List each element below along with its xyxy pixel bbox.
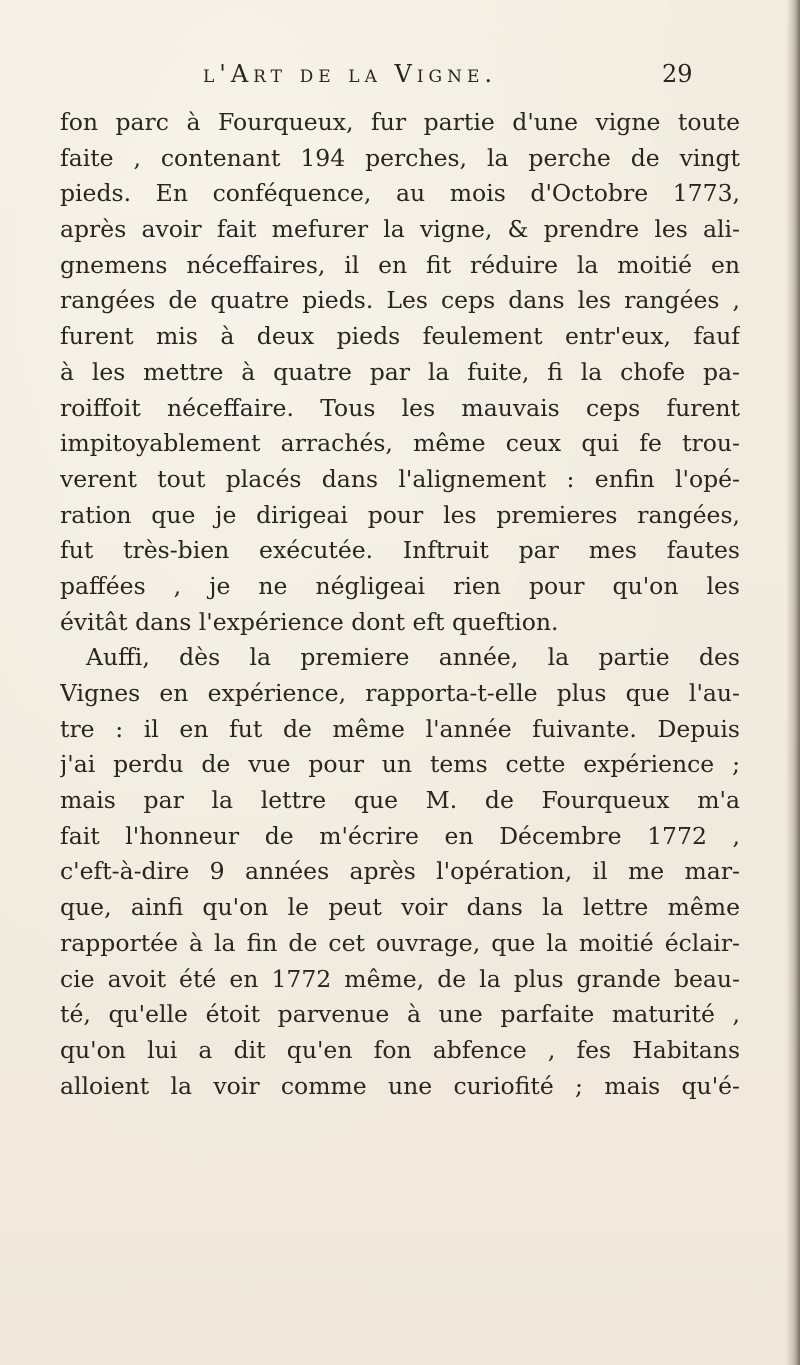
- text-line: Auffi, dès la premiere année, la partie des: [86, 643, 740, 672]
- text-line: paffées , je ne négligeai rien pour qu'on les: [60, 571, 740, 600]
- text-line: pieds. En conféquence, au mois d'Octobre 1773,: [60, 179, 740, 208]
- text-line: roiffoit néceffaire. Tous les mauvais ceps furent: [60, 393, 740, 422]
- page-number: 29: [662, 60, 693, 88]
- text-line: fut très-bien exécutée. Inftruit par mes fautes: [60, 536, 740, 565]
- text-line: alloient la voir comme une curiofité ; mais qu'é-: [60, 1071, 740, 1100]
- text-line: rapportée à la fin de cet ouvrage, que la moitié éclair-: [60, 928, 740, 957]
- text-line: fait l'honneur de m'écrire en Décembre 1772 ,: [60, 821, 740, 850]
- text-line: à les mettre à quatre par la fuite, fi la chofe pa-: [60, 357, 740, 386]
- text-line: évitât dans l'expérience dont eft queftion.: [60, 607, 559, 636]
- text-line: c'eft-à-dire 9 années après l'opération, il me mar-: [60, 857, 740, 886]
- text-line: qu'on lui a dit qu'en fon abfence , fes Habitans: [60, 1035, 740, 1064]
- text-line: ration que je dirigeai pour les premieres rangées,: [60, 500, 740, 529]
- text-line: que, ainfi qu'on le peut voir dans la lettre même: [60, 893, 740, 922]
- text-line: mais par la lettre que M. de Fourqueux m'a: [60, 786, 740, 815]
- text-line: verent tout placés dans l'alignement : enfin l'opé-: [60, 464, 740, 493]
- text-line: furent mis à deux pieds feulement entr'eux, fauf: [60, 322, 740, 351]
- body-text: [60, 105, 740, 1104]
- text-line: faite , contenant 194 perches, la perche de vingt: [60, 143, 740, 172]
- text-line: après avoir fait mefurer la vigne, & prendre les ali-: [60, 215, 740, 244]
- running-title: l'Art de la Vigne.: [202, 60, 498, 88]
- text-line: Vignes en expérience, rapporta-t-elle plus que l'au-: [60, 679, 740, 707]
- text-line: fon parc à Fourqueux, fur partie d'une vigne toute: [60, 108, 740, 136]
- text-line: cie avoit été en 1772 même, de la plus grande beau-: [60, 964, 740, 993]
- text-line: rangées de quatre pieds. Les ceps dans les rangées ,: [60, 286, 740, 315]
- page-header: [0, 60, 800, 100]
- text-line: tre : il en fut de même l'année fuivante. Depuis: [60, 714, 740, 743]
- text-line: gnemens néceffaires, il en fit réduire la moitié en: [60, 250, 740, 279]
- text-line: té, qu'elle étoit parvenue à une parfaite maturité ,: [60, 1000, 740, 1029]
- text-line: impitoyablement arrachés, même ceux qui fe trou-: [60, 429, 740, 458]
- text-line: j'ai perdu de vue pour un tems cette expérience ;: [60, 750, 740, 779]
- page-edge-shadow: [786, 0, 800, 1365]
